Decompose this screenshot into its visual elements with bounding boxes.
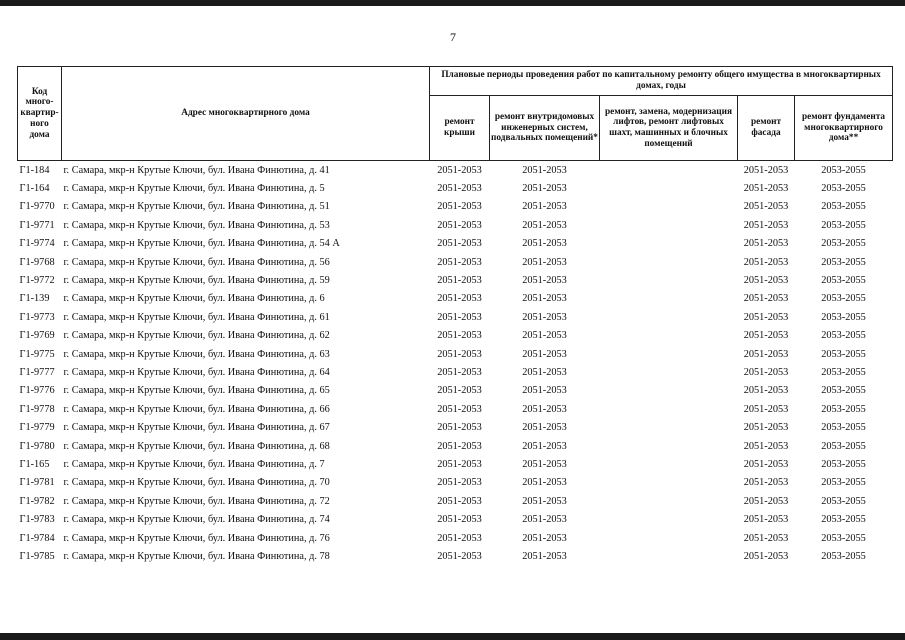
cell-address: г. Самара, мкр-н Крутые Ключи, бул. Ивана Финютина, д. 76	[63, 532, 330, 544]
cell-lifts	[600, 235, 738, 253]
cell-roof: 2051-2053	[437, 183, 482, 195]
cell-facade: 2051-2053	[743, 514, 789, 526]
cell-roof: 2051-2053	[437, 477, 482, 489]
cell-facade: 2051-2053	[743, 550, 789, 562]
cell-address: г. Самара, мкр-н Крутые Ключи, бул. Ивана Финютина, д. 66	[63, 403, 330, 415]
cell-lifts	[600, 253, 738, 271]
cell-lifts	[600, 179, 738, 197]
cell-foundation: 2053-2055	[821, 366, 866, 378]
cell-facade: 2051-2053	[743, 477, 789, 489]
cell-facade: 2051-2053	[743, 219, 789, 231]
cell-address: г. Самара, мкр-н Крутые Ключи, бул. Ивана Финютина, д. 51	[63, 201, 330, 213]
cell-facade: 2051-2053	[743, 164, 789, 176]
cell-roof: 2051-2053	[437, 293, 482, 305]
table-body	[18, 161, 893, 566]
cell-code: Г1-9773	[19, 311, 55, 323]
cell-lifts	[600, 547, 738, 565]
cell-roof: 2051-2053	[437, 311, 482, 323]
cell-lifts	[600, 271, 738, 289]
cell-internal-systems: 2051-2053	[522, 256, 567, 268]
cell-code: Г1-9769	[19, 330, 55, 342]
cell-roof: 2051-2053	[437, 440, 482, 452]
cell-foundation: 2053-2055	[821, 164, 866, 176]
cell-address: г. Самара, мкр-н Крутые Ключи, бул. Ивана Финютина, д. 70	[63, 477, 330, 489]
cell-foundation: 2053-2055	[821, 458, 866, 470]
table-row	[18, 529, 893, 547]
cell-code: Г1-9777	[19, 366, 55, 378]
cell-facade: 2051-2053	[743, 458, 789, 470]
cell-address: г. Самара, мкр-н Крутые Ключи, бул. Ивана Финютина, д. 56	[63, 256, 330, 268]
cell-roof: 2051-2053	[437, 385, 482, 397]
header-lifts: ремонт, замена, модернизация лифтов, ремонт лифтовых шахт, машинных и блочных помещений	[600, 96, 738, 161]
cell-address: г. Самара, мкр-н Крутые Ключи, бул. Ивана Финютина, д. 65	[63, 385, 330, 397]
cell-internal-systems: 2051-2053	[522, 366, 567, 378]
cell-foundation: 2053-2055	[821, 348, 866, 360]
cell-address: г. Самара, мкр-н Крутые Ключи, бул. Ивана Финютина, д. 78	[63, 550, 330, 562]
cell-internal-systems: 2051-2053	[522, 440, 567, 452]
cell-internal-systems: 2051-2053	[522, 348, 567, 360]
cell-roof: 2051-2053	[437, 219, 482, 231]
cell-code: Г1-9783	[19, 514, 55, 526]
table-row	[18, 161, 893, 180]
cell-code: Г1-9776	[19, 385, 55, 397]
cell-address: г. Самара, мкр-н Крутые Ключи, бул. Ивана Финютина, д. 67	[63, 422, 330, 434]
cell-internal-systems: 2051-2053	[522, 238, 567, 250]
cell-roof: 2051-2053	[437, 330, 482, 342]
header-internal-systems: ремонт внутридомовых инженерных систем, подвальных помещений*	[490, 96, 600, 161]
cell-code: Г1-9782	[19, 495, 55, 507]
cell-lifts	[600, 308, 738, 326]
cell-roof: 2051-2053	[437, 495, 482, 507]
cell-lifts	[600, 345, 738, 363]
page-number: 7	[450, 30, 456, 44]
cell-facade: 2051-2053	[743, 440, 789, 452]
cell-code: Г1-9781	[19, 477, 55, 489]
cell-internal-systems: 2051-2053	[522, 164, 567, 176]
cell-lifts	[600, 216, 738, 234]
cell-roof: 2051-2053	[437, 366, 482, 378]
cell-roof: 2051-2053	[437, 550, 482, 562]
cell-internal-systems: 2051-2053	[522, 550, 567, 562]
header-periods-group: Плановые периоды проведения работ по капитальному ремонту общего имущества в многоквартирных домах, годы	[430, 67, 893, 96]
cell-foundation: 2053-2055	[821, 385, 866, 397]
cell-lifts	[600, 198, 738, 216]
table-row	[18, 253, 893, 271]
cell-address: г. Самара, мкр-н Крутые Ключи, бул. Ивана Финютина, д. 62	[63, 330, 330, 342]
cell-address: г. Самара, мкр-н Крутые Ключи, бул. Ивана Финютина, д. 5	[63, 183, 325, 195]
cell-roof: 2051-2053	[437, 275, 482, 287]
cell-address: г. Самара, мкр-н Крутые Ключи, бул. Ивана Финютина, д. 68	[63, 440, 330, 452]
table-row	[18, 510, 893, 528]
cell-roof: 2051-2053	[437, 164, 482, 176]
top-rule	[0, 0, 905, 6]
table-row	[18, 198, 893, 216]
cell-internal-systems: 2051-2053	[522, 183, 567, 195]
cell-facade: 2051-2053	[743, 256, 789, 268]
table-row	[18, 474, 893, 492]
cell-code: Г1-9774	[19, 238, 55, 250]
cell-code: Г1-9775	[19, 348, 55, 360]
cell-lifts	[600, 290, 738, 308]
cell-code: Г1-9784	[19, 532, 55, 544]
cell-foundation: 2053-2055	[821, 403, 866, 415]
table-row	[18, 437, 893, 455]
cell-code: Г1-9780	[19, 440, 55, 452]
cell-facade: 2051-2053	[743, 275, 789, 287]
table-row	[18, 547, 893, 565]
table-row	[18, 400, 893, 418]
table-row	[18, 235, 893, 253]
cell-foundation: 2053-2055	[821, 275, 866, 287]
cell-roof: 2051-2053	[437, 422, 482, 434]
cell-facade: 2051-2053	[743, 311, 789, 323]
cell-roof: 2051-2053	[437, 458, 482, 470]
cell-address: г. Самара, мкр-н Крутые Ключи, бул. Ивана Финютина, д. 53	[63, 219, 330, 231]
table-row	[18, 308, 893, 326]
cell-address: г. Самара, мкр-н Крутые Ключи, бул. Ивана Финютина, д. 74	[63, 514, 330, 526]
cell-lifts	[600, 161, 738, 180]
cell-facade: 2051-2053	[743, 385, 789, 397]
cell-address: г. Самара, мкр-н Крутые Ключи, бул. Ивана Финютина, д. 61	[63, 311, 330, 323]
table-row	[18, 363, 893, 381]
table-row	[18, 216, 893, 234]
cell-foundation: 2053-2055	[821, 201, 866, 213]
cell-internal-systems: 2051-2053	[522, 201, 567, 213]
cell-foundation: 2053-2055	[821, 514, 866, 526]
cell-address: г. Самара, мкр-н Крутые Ключи, бул. Ивана Финютина, д. 64	[63, 366, 330, 378]
cell-address: г. Самара, мкр-н Крутые Ключи, бул. Ивана Финютина, д. 6	[63, 293, 325, 305]
cell-lifts	[600, 382, 738, 400]
header-foundation: ремонт фундамента многоквартирного дома**	[795, 96, 893, 161]
cell-roof: 2051-2053	[437, 532, 482, 544]
cell-facade: 2051-2053	[743, 183, 789, 195]
cell-internal-systems: 2051-2053	[522, 532, 567, 544]
cell-internal-systems: 2051-2053	[522, 293, 567, 305]
cell-address: г. Самара, мкр-н Крутые Ключи, бул. Ивана Финютина, д. 7	[63, 458, 325, 470]
cell-code: Г1-164	[19, 183, 50, 195]
cell-lifts	[600, 455, 738, 473]
cell-foundation: 2053-2055	[821, 293, 866, 305]
cell-address: г. Самара, мкр-н Крутые Ключи, бул. Ивана Финютина, д. 41	[63, 164, 330, 176]
bottom-rule	[0, 633, 905, 640]
cell-foundation: 2053-2055	[821, 532, 866, 544]
cell-code: Г1-9779	[19, 422, 55, 434]
cell-facade: 2051-2053	[743, 532, 789, 544]
cell-lifts	[600, 363, 738, 381]
cell-lifts	[600, 437, 738, 455]
cell-code: Г1-184	[19, 164, 50, 176]
cell-foundation: 2053-2055	[821, 550, 866, 562]
cell-facade: 2051-2053	[743, 403, 789, 415]
table-row	[18, 418, 893, 436]
cell-internal-systems: 2051-2053	[522, 495, 567, 507]
cell-lifts	[600, 492, 738, 510]
cell-roof: 2051-2053	[437, 514, 482, 526]
cell-roof: 2051-2053	[437, 403, 482, 415]
cell-facade: 2051-2053	[743, 201, 789, 213]
cell-foundation: 2053-2055	[821, 477, 866, 489]
cell-foundation: 2053-2055	[821, 183, 866, 195]
cell-code: Г1-9772	[19, 275, 55, 287]
cell-facade: 2051-2053	[743, 348, 789, 360]
cell-internal-systems: 2051-2053	[522, 514, 567, 526]
cell-foundation: 2053-2055	[821, 440, 866, 452]
cell-foundation: 2053-2055	[821, 422, 866, 434]
table-row	[18, 455, 893, 473]
cell-internal-systems: 2051-2053	[522, 477, 567, 489]
cell-lifts	[600, 474, 738, 492]
cell-internal-systems: 2051-2053	[522, 275, 567, 287]
cell-lifts	[600, 529, 738, 547]
cell-facade: 2051-2053	[743, 366, 789, 378]
header-roof: ремонт крыши	[430, 96, 490, 161]
cell-code: Г1-9785	[19, 550, 55, 562]
cell-code: Г1-165	[19, 458, 50, 470]
cell-internal-systems: 2051-2053	[522, 330, 567, 342]
cell-facade: 2051-2053	[743, 238, 789, 250]
table-row	[18, 179, 893, 197]
cell-code: Г1-9770	[19, 201, 55, 213]
cell-roof: 2051-2053	[437, 238, 482, 250]
cell-address: г. Самара, мкр-н Крутые Ключи, бул. Ивана Финютина, д. 63	[63, 348, 330, 360]
cell-roof: 2051-2053	[437, 348, 482, 360]
cell-internal-systems: 2051-2053	[522, 385, 567, 397]
cell-code: Г1-139	[19, 293, 50, 305]
table-row	[18, 492, 893, 510]
cell-roof: 2051-2053	[437, 256, 482, 268]
cell-facade: 2051-2053	[743, 495, 789, 507]
table-row	[18, 382, 893, 400]
cell-roof: 2051-2053	[437, 201, 482, 213]
cell-facade: 2051-2053	[743, 330, 789, 342]
header-code: Код много-квартир-ного дома	[18, 67, 62, 161]
cell-address: г. Самара, мкр-н Крутые Ключи, бул. Ивана Финютина, д. 72	[63, 495, 330, 507]
table-row	[18, 345, 893, 363]
cell-foundation: 2053-2055	[821, 311, 866, 323]
cell-facade: 2051-2053	[743, 422, 789, 434]
repair-plan-table	[17, 66, 893, 566]
cell-facade: 2051-2053	[743, 293, 789, 305]
table-row	[18, 271, 893, 289]
cell-lifts	[600, 400, 738, 418]
cell-internal-systems: 2051-2053	[522, 219, 567, 231]
cell-foundation: 2053-2055	[821, 330, 866, 342]
cell-code: Г1-9771	[19, 219, 55, 231]
cell-code: Г1-9778	[19, 403, 55, 415]
cell-internal-systems: 2051-2053	[522, 458, 567, 470]
header-address: Адрес многоквартирного дома	[62, 67, 430, 161]
table-row	[18, 290, 893, 308]
cell-lifts	[600, 510, 738, 528]
cell-address: г. Самара, мкр-н Крутые Ключи, бул. Ивана Финютина, д. 59	[63, 275, 330, 287]
cell-internal-systems: 2051-2053	[522, 422, 567, 434]
cell-internal-systems: 2051-2053	[522, 403, 567, 415]
table-row	[18, 327, 893, 345]
cell-foundation: 2053-2055	[821, 219, 866, 231]
cell-foundation: 2053-2055	[821, 238, 866, 250]
cell-foundation: 2053-2055	[821, 495, 866, 507]
cell-lifts	[600, 418, 738, 436]
cell-lifts	[600, 327, 738, 345]
cell-foundation: 2053-2055	[821, 256, 866, 268]
cell-address: г. Самара, мкр-н Крутые Ключи, бул. Ивана Финютина, д. 54 А	[63, 238, 340, 250]
header-facade: ремонт фасада	[738, 96, 795, 161]
cell-code: Г1-9768	[19, 256, 55, 268]
cell-internal-systems: 2051-2053	[522, 311, 567, 323]
